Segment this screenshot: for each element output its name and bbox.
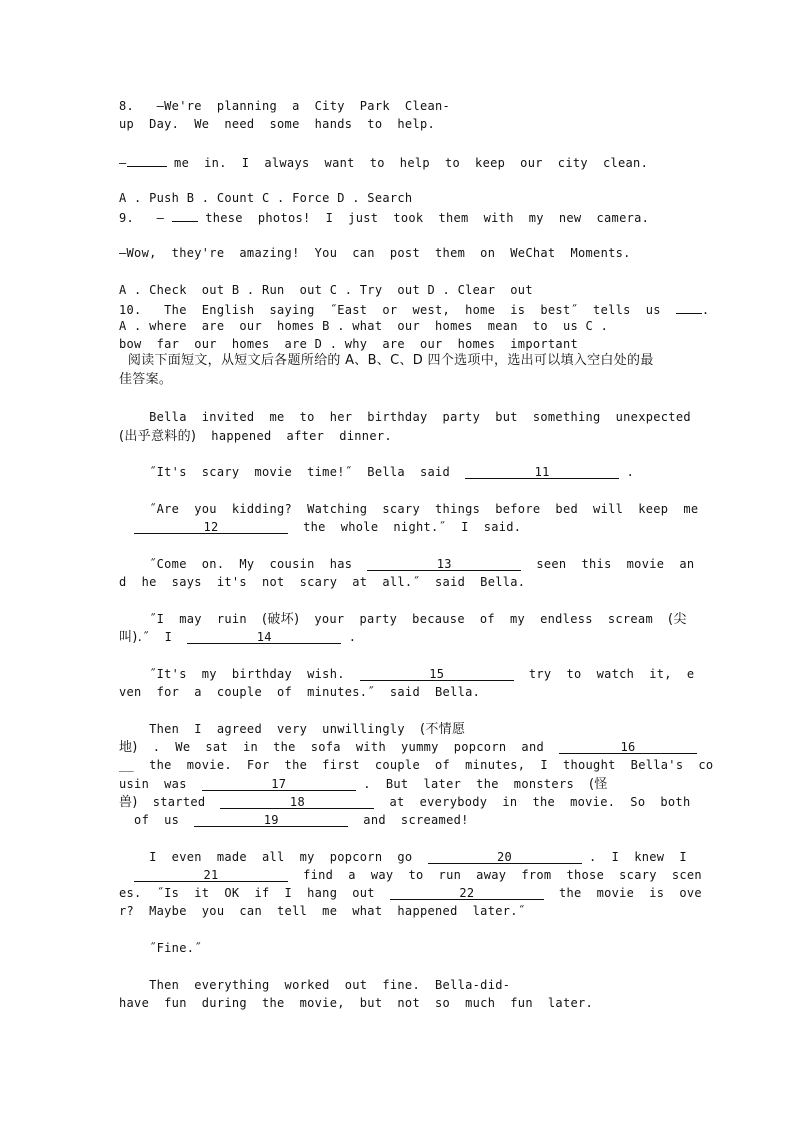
passage-p7-line-3: __ the movie. For the first couple of minutes, I thought Bella's co <box>119 758 714 772</box>
q9-options: A . Check out B . Run out C . Try out D . Clear out <box>119 283 533 297</box>
q9-blank <box>172 209 198 222</box>
blank-19: 19 <box>194 814 348 827</box>
blank-17: 17 <box>202 778 356 791</box>
passage-p1-line-2: (出乎意料的) happened after dinner. <box>119 429 392 444</box>
passage-p3-line-2: 12 the whole night.˝ I said. <box>119 520 521 534</box>
instruction-line-2: 佳答案。 <box>119 372 173 387</box>
q8-line-1: 8. —We're planning a City Park Clean- <box>119 99 451 113</box>
blank-15: 15 <box>360 668 514 681</box>
passage-p3-line-1: ˝Are you kidding? Watching scary things before bed will keep me <box>119 502 699 516</box>
q9-line-2: —Wow, they're amazing! You can post them on WeChat Moments. <box>119 246 631 260</box>
q8-options: A . Push B . Count C . Force D . Search <box>119 191 413 205</box>
q8-blank <box>127 154 167 167</box>
passage-p7-line-6: of us 19 and screamed! <box>119 813 469 827</box>
blank-13: 13 <box>367 558 521 571</box>
blank-11: 11 <box>465 466 619 479</box>
passage-p8-line-2: 21 find a way to run away from those scary scen <box>119 868 702 882</box>
blank-14: 14 <box>187 631 341 644</box>
passage-p6-line-2: ven for a couple of minutes.˝ said Bella. <box>119 685 481 699</box>
q10-blank <box>676 301 702 314</box>
passage-p8-line-3: es. ˝Is it OK if I hang out 22 the movie is ove <box>119 886 702 900</box>
blank-21: 21 <box>134 869 288 882</box>
blank-16: 16 <box>559 741 697 754</box>
passage-p6-line-1: ˝It's my birthday wish. 15 try to watch it, e <box>119 667 695 681</box>
passage-p5-line-1: ˝I may ruin (破坏) your party because of my endless scream (尖 <box>119 612 687 627</box>
q9-line-1: 9. — these photos! I just took them with my new camera. <box>119 211 650 225</box>
q10-line-1: 10. The English saying ˝East or west, home is best˝ tells us . <box>119 303 710 317</box>
passage-p7-line-2: 地) . We sat in the sofa with yummy popcorn and 16 <box>119 740 697 755</box>
passage-p4-line-1: ˝Come on. My cousin has 13 seen this movie an <box>119 557 695 571</box>
q10-options-line-2: bow far our homes are D . why are our homes important <box>119 337 579 351</box>
q8-line-2: up Day. We need some hands to help. <box>119 117 436 131</box>
blank-20: 20 <box>428 851 582 864</box>
passage-p2: ˝It's scary movie time!˝ Bella said 11 . <box>119 465 635 479</box>
q8-line-3: — me in. I always want to help to keep our city clean. <box>119 156 649 170</box>
q10-options-line-1: A . where are our homes B . what our homes mean to us C . <box>119 319 609 333</box>
blank-18: 18 <box>220 796 374 809</box>
passage-p7-line-1: Then I agreed very unwillingly (不情愿 <box>119 722 466 737</box>
passage-p10-line-1: Then everything worked out fine. Bella-did- <box>119 978 511 992</box>
passage-p7-line-4: usin was 17 . But later the monsters (怪 <box>119 777 608 792</box>
passage-p4-line-2: d he says it's not scary at all.˝ said Bella. <box>119 575 526 589</box>
passage-p1-line-1: Bella invited me to her birthday party but something unexpected <box>119 410 691 424</box>
instruction-line-1: 阅读下面短文，从短文后各题所给的 A、B、C、D 四个选项中，选出可以填入空白处的最 <box>119 353 654 368</box>
blank-12: 12 <box>134 521 288 534</box>
passage-p9: ˝Fine.˝ <box>119 941 202 955</box>
blank-22: 22 <box>390 887 544 900</box>
passage-p10-line-2: have fun during the movie, but not so much fun later. <box>119 996 594 1010</box>
passage-p7-line-5: 兽) started 18 at everybody in the movie. So both <box>119 795 691 810</box>
passage-p5-line-2: 叫).˝ I 14 . <box>119 630 357 645</box>
passage-p8-line-1: I even made all my popcorn go 20 . I knew I <box>119 850 687 864</box>
passage-p8-line-4: r? Maybe you can tell me what happened later.˝ <box>119 904 526 918</box>
